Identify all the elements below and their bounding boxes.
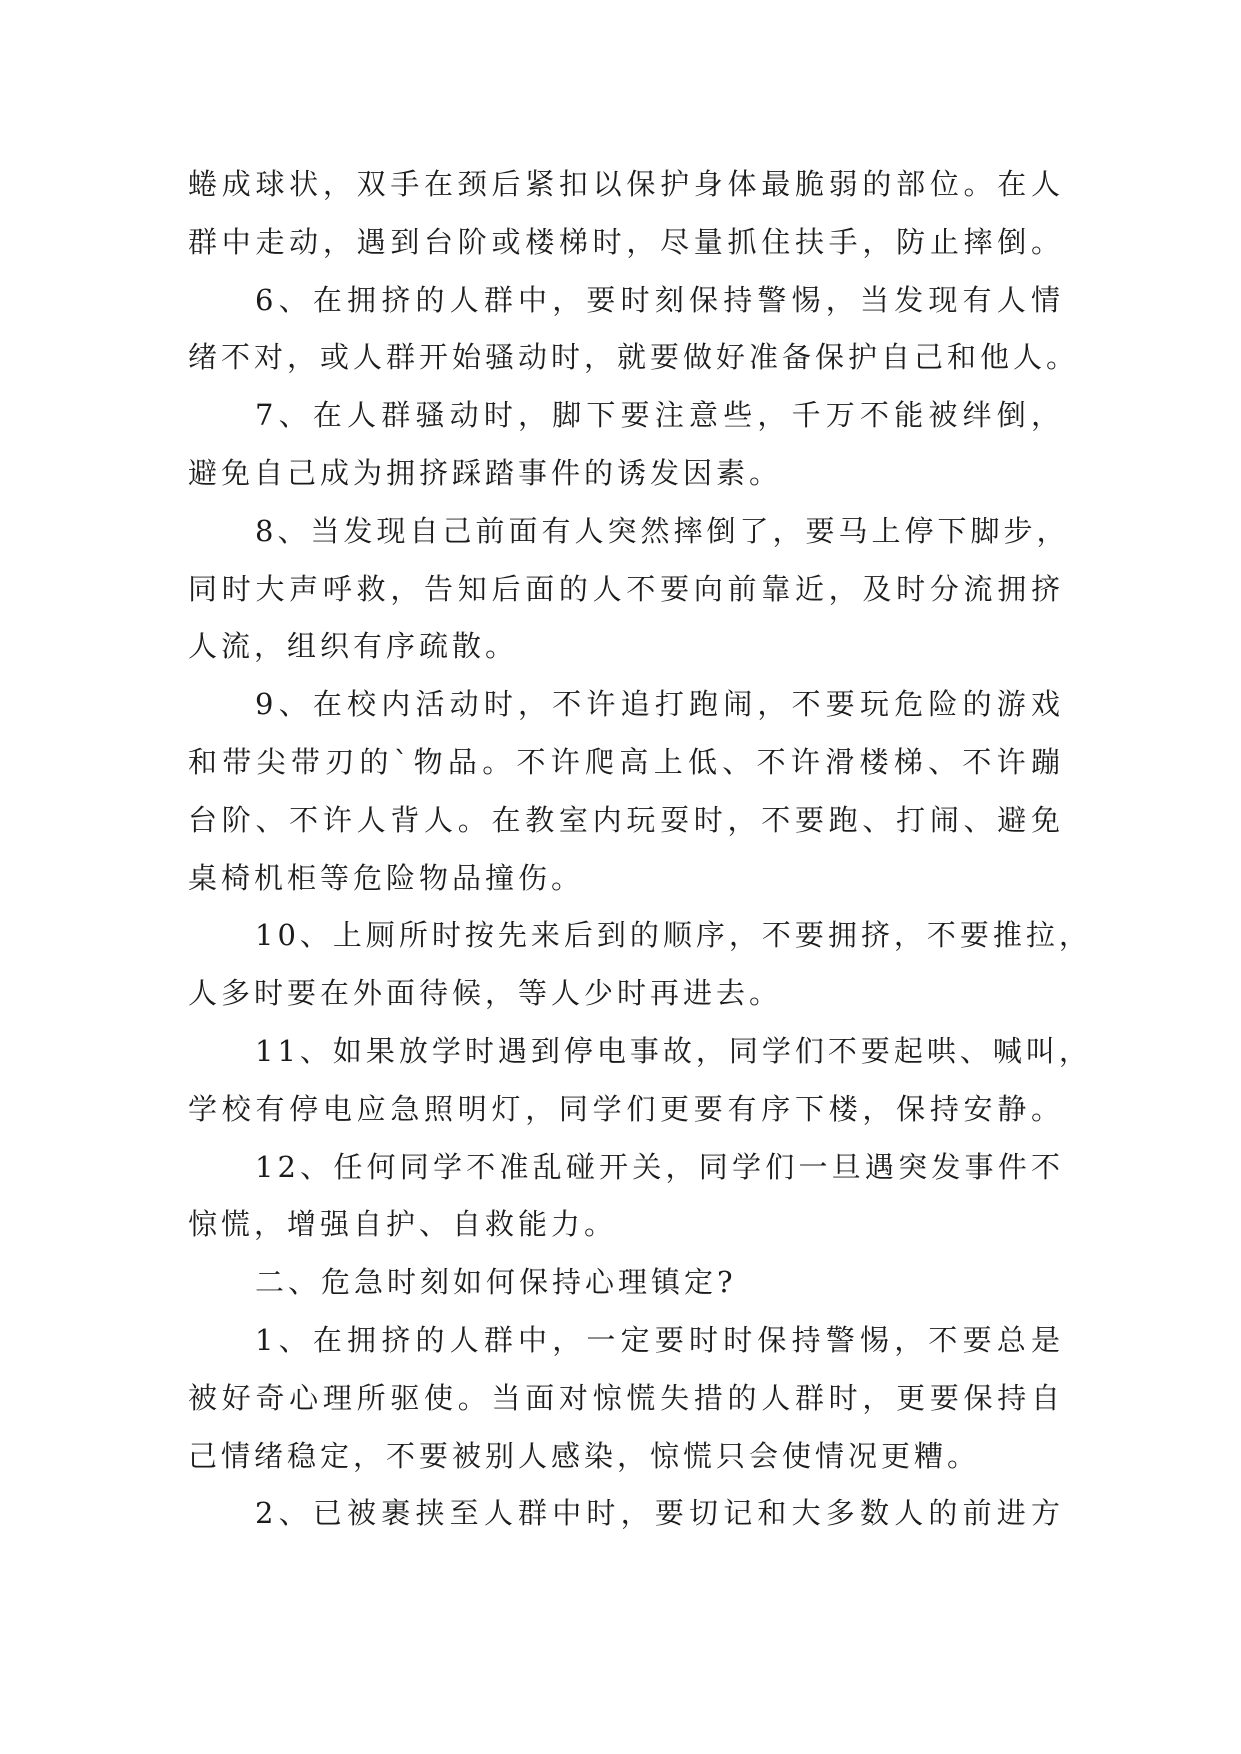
section-heading-line: 二、危急时刻如何保持心理镇定? [255, 1265, 737, 1300]
paragraph-line: 1、在拥挤的人群中，一定要时时保持警惕，不要总是 [255, 1322, 1064, 1357]
paragraph-line: 被好奇心理所驱使。当面对惊慌失措的人群时，更要保持自 [188, 1380, 1064, 1415]
paragraph [188, 156, 1064, 272]
paragraph-line: 7、在人群骚动时，脚下要注意些，千万不能被绊倒， [255, 398, 1064, 433]
paragraph [188, 676, 1064, 907]
paragraph-line: 人流，组织有序疏散。 [188, 629, 519, 664]
document-body [188, 156, 1092, 1543]
paragraph-line: 避免自己成为拥挤踩踏事件的诱发因素。 [188, 455, 783, 490]
paragraph-line: 同时大声呼救，告知后面的人不要向前靠近，及时分流拥挤 [188, 571, 1064, 606]
paragraph [188, 272, 1080, 388]
paragraph-line: 学校有停电应急照明灯，同学们更要有序下楼，保持安静。 [188, 1091, 1064, 1126]
paragraph-line: 蜷成球状，双手在颈后紧扣以保护身体最脆弱的部位。在人 [188, 167, 1064, 201]
paragraph-line: 8、当发现自己前面有人突然摔倒了，要马上停下脚步， [255, 513, 1070, 548]
paragraph [188, 1485, 1064, 1543]
paragraph-line: 10、上厕所时按先来后到的顺序，不要拥挤，不要推拉， [255, 918, 1092, 953]
paragraph-line: 台阶、不许人背人。在教室内玩耍时，不要跑、打闹、避免 [188, 802, 1064, 837]
paragraph-line: 人多时要在外面待候，等人少时再进去。 [188, 976, 783, 1011]
paragraph [188, 387, 1064, 503]
paragraph-line: 9、在校内活动时，不许追打跑闹，不要玩危险的游戏 [255, 687, 1064, 722]
paragraph-line: 惊慌，增强自护、自救能力。 [188, 1207, 618, 1242]
paragraph-line: 2、已被裹挟至人群中时，要切记和大多数人的前进方 [255, 1496, 1064, 1531]
paragraph-line: 和带尖带刃的`物品。不许爬高上低、不许滑楼梯、不许蹦 [188, 744, 1064, 779]
paragraph-line: 己情绪稳定，不要被别人感染，惊慌只会使情况更糟。 [188, 1438, 981, 1473]
paragraph-line: 群中走动，遇到台阶或楼梯时，尽量抓住扶手，防止摔倒。 [188, 224, 1064, 259]
paragraph-line: 12、任何同学不准乱碰开关，同学们一旦遇突发事件不 [255, 1149, 1064, 1184]
paragraph [188, 1139, 1064, 1255]
paragraph [188, 1312, 1064, 1485]
paragraph [188, 503, 1070, 676]
section-heading [188, 1254, 1064, 1312]
paragraph [188, 1023, 1092, 1139]
paragraph-line: 桌椅机柜等危险物品撞伤。 [188, 860, 585, 895]
paragraph-line: 绪不对，或人群开始骚动时，就要做好准备保护自己和他人。 [188, 340, 1080, 375]
paragraph-line: 6、在拥挤的人群中，要时刻保持警惕，当发现有人情 [255, 282, 1064, 317]
paragraph [188, 907, 1092, 1023]
paragraph-line: 11、如果放学时遇到停电事故，同学们不要起哄、喊叫， [255, 1033, 1092, 1068]
